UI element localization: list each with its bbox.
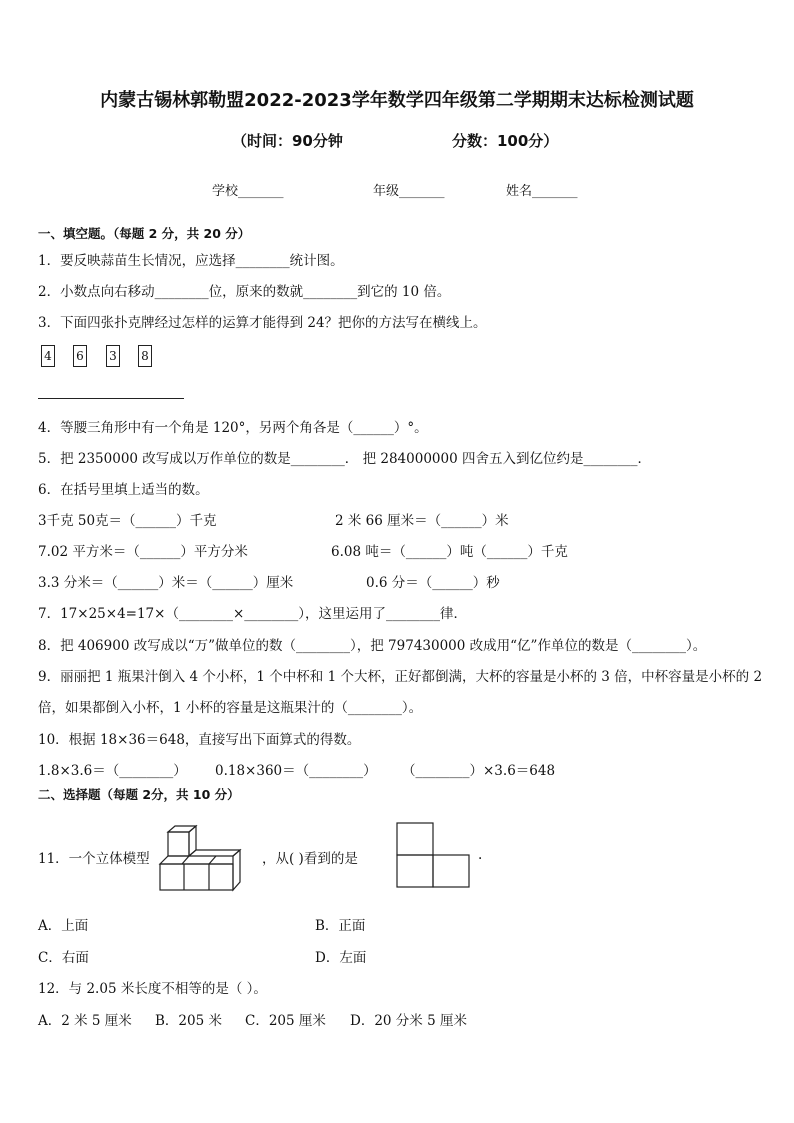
playing-card: 6 <box>73 345 87 367</box>
exam-time: （时间：90分钟 <box>232 132 343 150</box>
question-6: 6．在括号里填上适当的数。 <box>38 482 209 498</box>
question-4: 4．等腰三角形中有一个角是 120°，另两个角各是（______）°。 <box>38 420 428 436</box>
option-a: A．上面 <box>38 918 89 934</box>
option-c: C．205 厘米 <box>245 1013 326 1029</box>
answer-line <box>38 398 184 399</box>
option-c: C．右面 <box>38 950 89 966</box>
question-2: 2．小数点向右移动________位，原来的数就________到它的 10 倍。 <box>38 284 451 300</box>
playing-card: 4 <box>41 345 55 367</box>
question-6d: 6.08 吨＝（______）吨（______）千克 <box>331 544 568 560</box>
question-6e: 3.3 分米＝（______）米＝（______）厘米 <box>38 575 294 591</box>
question-11-end: . <box>478 847 483 863</box>
question-8: 8．把 406900 改写成以“万”做单位的数（________），把 797430000 改成用“亿”作单位的数是（________）。 <box>38 638 707 654</box>
playing-card: 3 <box>106 345 120 367</box>
option-b: B．205 米 <box>155 1013 222 1029</box>
question-10: 10．根据 18×36＝648，直接写出下面算式的得数。 <box>38 732 361 748</box>
question-5: 5．把 2350000 改写成以万作单位的数是________． 把 284000000 四舍五入到亿位约是________． <box>38 451 651 467</box>
question-10b: 0.18×360＝（________） <box>215 763 377 779</box>
option-b: B．正面 <box>315 918 366 934</box>
question-6f: 0.6 分＝（______）秒 <box>366 575 500 591</box>
question-10a: 1.8×3.6＝（________） <box>38 763 187 779</box>
cube-model-figure <box>158 824 250 892</box>
option-d: D．左面 <box>315 950 367 966</box>
section-heading-fill-blank: 一、填空题。（每题 2 分，共 20 分） <box>38 226 251 241</box>
option-a: A．2 米 5 厘米 <box>38 1013 132 1029</box>
question-12: 12．与 2.05 米长度不相等的是（ ）。 <box>38 981 267 997</box>
view-figure <box>396 822 470 888</box>
grade-field: 年级_______ <box>373 184 445 199</box>
exam-score: 分数：100分） <box>452 132 559 150</box>
option-d: D．20 分米 5 厘米 <box>350 1013 467 1029</box>
name-field: 姓名_______ <box>506 184 578 199</box>
question-9-line2: 倍，如果都倒入小杯，1 小杯的容量是这瓶果汁的（________）。 <box>38 700 423 716</box>
question-9-line1: 9．丽丽把 1 瓶果汁倒入 4 个小杯，1 个中杯和 1 个大杯，正好都倒满，大杯的容量是小杯的 3 倍，中杯容量是小杯的 2 <box>38 669 763 685</box>
question-10c: （________）×3.6＝648 <box>402 763 556 779</box>
question-11-prefix: 11．一个立体模型 <box>38 851 150 867</box>
question-1: 1．要反映蒜苗生长情况，应选择________统计图。 <box>38 253 344 269</box>
school-field: 学校_______ <box>212 184 284 199</box>
question-7: 7．17×25×4=17×（________×________），这里运用了________律． <box>38 606 468 622</box>
playing-card: 8 <box>138 345 152 367</box>
question-3: 3．下面四张扑克牌经过怎样的运算才能得到 24？把你的方法写在横线上。 <box>38 315 487 331</box>
section-heading-choice: 二、选择题（每题 2分，共 10 分） <box>38 787 240 802</box>
question-6b: 2 米 66 厘米＝（______）米 <box>335 513 509 529</box>
exam-title: 内蒙古锡林郭勒盟2022-2023学年数学四年级第二学期期末达标检测试题 <box>100 90 694 111</box>
question-11-middle: ，从( )看到的是 <box>262 851 358 867</box>
question-6c: 7.02 平方米＝（______）平方分米 <box>38 544 248 560</box>
question-6a: 3千克 50克＝（______）千克 <box>38 513 217 529</box>
